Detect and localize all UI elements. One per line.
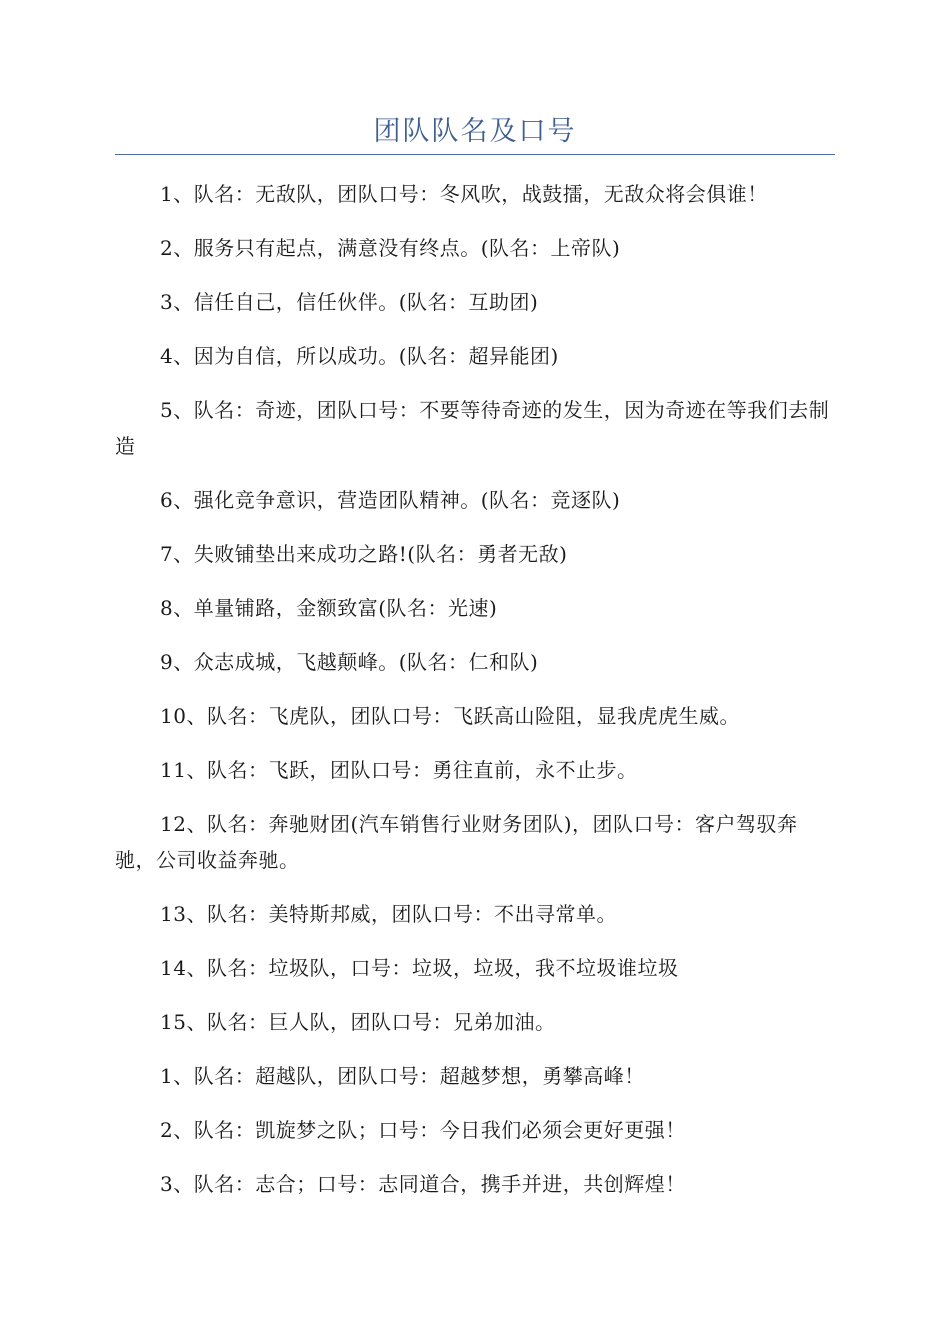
paragraph-10: 10、队名：飞虎队，团队口号：飞跃高山险阻，显我虎虎生威。 bbox=[160, 704, 740, 728]
paragraph-15: 15、队名：巨人队，团队口号：兄弟加油。 bbox=[160, 1010, 556, 1034]
paragraph-6: 6、强化竞争意识，营造团队精神。(队名：竞逐队) bbox=[160, 488, 621, 512]
paragraph-14: 14、队名：垃圾队，口号：垃圾，垃圾，我不垃圾谁垃圾 bbox=[160, 956, 679, 980]
document-body bbox=[115, 176, 835, 1220]
paragraph-17: 2、队名：凯旋梦之队；口号：今日我们必须会更好更强！ bbox=[160, 1118, 686, 1142]
paragraph-3: 3、信任自己，信任伙伴。(队名：互助团) bbox=[160, 290, 539, 314]
paragraph-2: 2、服务只有起点，满意没有终点。(队名：上帝队) bbox=[160, 236, 621, 260]
paragraph-11: 11、队名：飞跃，团队口号：勇往直前，永不止步。 bbox=[160, 758, 638, 782]
document-title: 团队队名及口号 bbox=[373, 116, 577, 147]
paragraph-1: 1、队名：无敌队，团队口号：冬风吹，战鼓擂，无敌众将会俱谁！ bbox=[160, 182, 768, 206]
paragraph-13: 13、队名：美特斯邦威，团队口号：不出寻常单。 bbox=[160, 902, 617, 926]
paragraph-4: 4、因为自信，所以成功。(队名：超异能团) bbox=[160, 344, 559, 368]
paragraph-7: 7、失败铺垫出来成功之路!(队名：勇者无敌) bbox=[160, 542, 568, 566]
paragraph-16: 1、队名：超越队，团队口号：超越梦想，勇攀高峰！ bbox=[160, 1064, 645, 1088]
paragraph-12: 12、队名：奔驰财团(汽车销售行业财务团队)，团队口号：客户驾驭奔驰，公司收益奔驰。 bbox=[115, 812, 798, 872]
paragraph-18: 3、队名：志合；口号：志同道合，携手并进，共创辉煌！ bbox=[160, 1172, 686, 1196]
paragraph-5: 5、队名：奇迹，团队口号：不要等待奇迹的发生，因为奇迹在等我们去制造 bbox=[115, 398, 830, 458]
paragraph-9: 9、众志成城，飞越颠峰。(队名：仁和队) bbox=[160, 650, 539, 674]
title-underline bbox=[115, 154, 835, 155]
paragraph-8: 8、单量铺路，金额致富(队名：光速) bbox=[160, 596, 498, 620]
